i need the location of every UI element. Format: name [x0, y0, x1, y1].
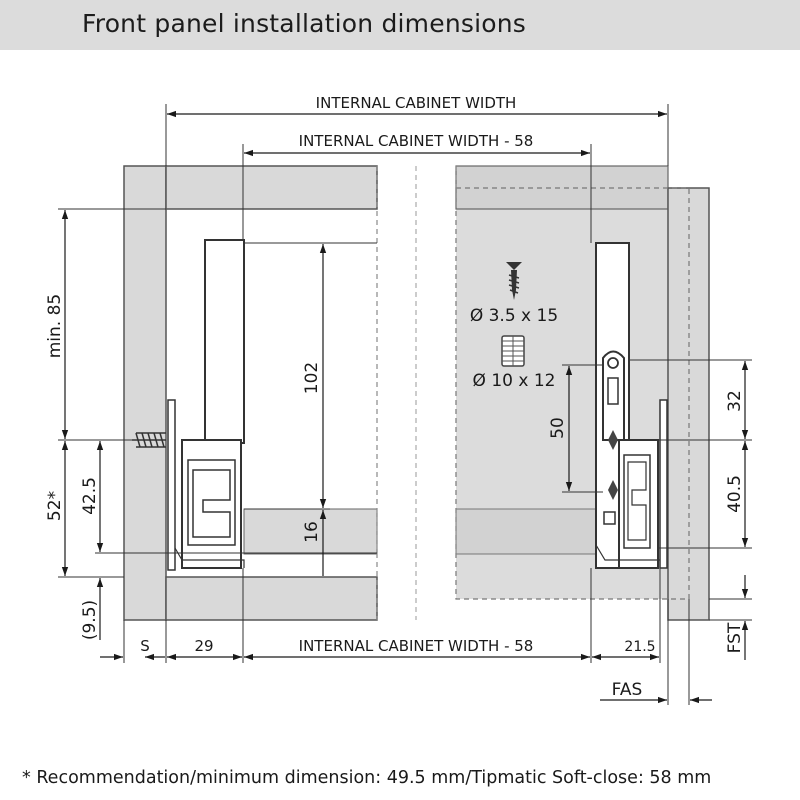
- label-102: 102: [302, 361, 322, 395]
- bracket-hole-icon: [608, 358, 618, 368]
- label-fst: FST: [725, 622, 745, 654]
- label-21-5: 21.5: [624, 639, 656, 655]
- label-32: 32: [725, 390, 745, 412]
- page-title: Front panel installation dimensions: [82, 9, 526, 38]
- right-drawer-bottom: [456, 509, 596, 554]
- label-50: 50: [548, 417, 568, 439]
- label-29: 29: [194, 637, 214, 655]
- left-bottom-panel: [166, 577, 377, 620]
- label-s: S: [140, 637, 150, 655]
- label-40-5: 40.5: [725, 475, 745, 513]
- label-9-5: (9.5): [80, 599, 100, 641]
- label-fas: FAS: [611, 680, 643, 700]
- left-side-panel: [124, 166, 166, 620]
- bracket-clip-icon: [604, 512, 615, 524]
- left-runner: [168, 240, 244, 570]
- label-internal-width-minus-58-bottom: INTERNAL CABINET WIDTH - 58: [298, 637, 534, 655]
- label-52: 52*: [45, 490, 65, 522]
- label-min-85: min. 85: [45, 293, 65, 359]
- screw-size-label: Ø 3.5 x 15: [469, 306, 559, 326]
- left-cabinet: [124, 166, 377, 620]
- label-42-5: 42.5: [80, 477, 100, 515]
- bracket-slot-icon: [608, 378, 618, 404]
- label-internal-cabinet-width: INTERNAL CABINET WIDTH: [315, 94, 517, 112]
- label-16: 16: [302, 521, 322, 543]
- footnote: * Recommendation/minimum dimension: 49.5 mm/Tipmatic Soft-close: 58 mm: [22, 768, 712, 788]
- label-internal-width-minus-58-top: INTERNAL CABINET WIDTH - 58: [298, 132, 534, 150]
- left-top-panel: [166, 166, 377, 209]
- dowel-icon: [502, 336, 524, 366]
- dowel-size-label: Ø 10 x 12: [472, 371, 556, 391]
